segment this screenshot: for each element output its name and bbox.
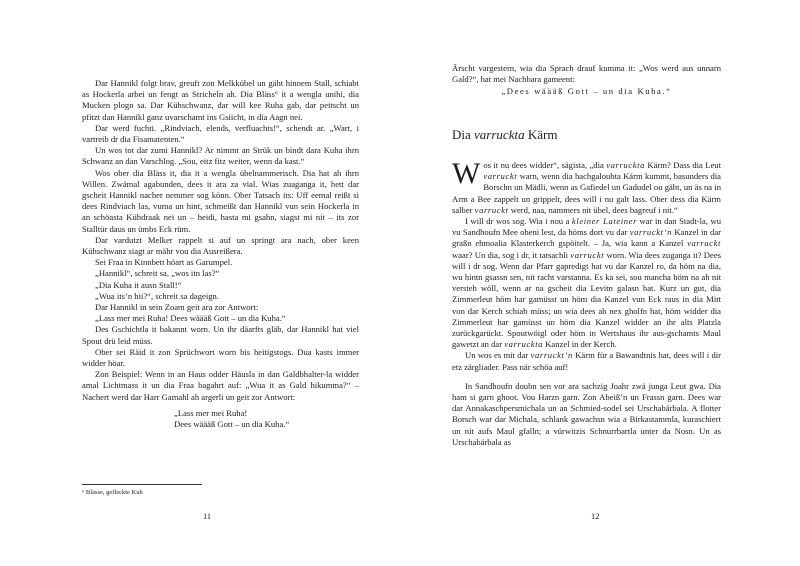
- heading-italic: varruckta: [474, 127, 525, 142]
- left-paragraph: „Hannikl“, schreit sa, „wos itn las?“: [95, 268, 220, 279]
- left-text-column: [82, 78, 359, 430]
- left-paragraph: „Wua its’n hii?“, schreit sa dageign.: [95, 290, 219, 301]
- left-paragraph: Un wos tot dar zumi Hannikl? Ar nimmt an Strük un bindt dara Kuha ihrn Schwanz an dan Varschlog. „Sou, eitz fitz weiter, wenn da kast.“: [82, 145, 359, 167]
- heading-rest: Kärm: [524, 127, 558, 142]
- left-paragraph: Ober sei Räid it zon Sprüchwort worn bis heitigstogs. Dua kasts immer widder höar.: [82, 346, 359, 369]
- verse-line: Dees wäääß Gott – un dia Kuha.“: [174, 419, 290, 430]
- right-top-line: Ärscht vargestern, wia dia Sprach drauf kumma it: „Wos werd aus unnarn Gald?“, hat mei Nachbara gameent:: [452, 63, 721, 85]
- right-paragraph: os it nu dees widder“, sägista, „dia varruckta Kärm? Dass dia Leut varruckt warn, wenn dia hachgaloubta Kärm kummt, basunders dia Borschn un Mädli, wenn as Gafiedel un Gadudel ou gäht, un äs na in Arm a Bee zappelt un grippelt, dees will i nu galt lass. Ober dess dia Kärm salber varruckt werd, naa, nammers nit übel, dees bagreuf i nit.“: [452, 160, 721, 215]
- right-text-column: [452, 157, 722, 448]
- left-paragraph: Dar Hannikl in sein Zoam geit ara zor Antwort:: [95, 302, 259, 313]
- verse-line: „Lass mer mei Ruha!: [174, 407, 248, 418]
- page-number-left: 11: [203, 512, 212, 521]
- right-top-text: [452, 63, 721, 98]
- right-top-quote: „Dees wäääß Gott – un dia Kuha.“: [501, 86, 672, 97]
- right-paragraph: Un wos es mit dar varruckt’n Kärm für a Bawandtnis hat, dees will i dir etz zärgliader. Pass när schöa auf!: [452, 350, 721, 372]
- drop-cap: W: [452, 157, 481, 190]
- left-paragraph: „Lass mer mei Ruha! Dees wäääß Gott – un dia Kuha.“: [95, 313, 286, 324]
- left-paragraph: „Dia Kuha it ausn Stall!“: [95, 279, 182, 290]
- footnote-rule: [82, 484, 202, 485]
- left-paragraph: Dar vardutzt Melker rappelt si auf un springt ara nach, ober keen Kühschwanz siagt ar mähr vou dia Ausreißera.: [82, 234, 359, 257]
- first-paragraph: [452, 157, 721, 216]
- left-paragraph: Sei Fraa in Kinnbett höart as Garumpel.: [95, 257, 233, 268]
- left-paragraph: Des Gschichtla it bakannt worn. Un ihr däarfts gläb, dar Hannikl hat viel Spout drü leid müss.: [82, 324, 359, 346]
- right-page: [400, 0, 800, 566]
- left-paragraph: Dar Hannikl folgt brav, greuft zon Melkkübel un gäht hinnem Stall, schiabt as Hockerla arbei un fengt as Stricheln ah. Dia Bläss⁶ it a wengla unihi, dia Mucken plogn sa. Dar Kühschwanz, dar will kee Ruha gab, dar peitscht un pfitzt dan Hannikl ganz uvarschamt ins Gsiicht, in dia Aagn nei.: [82, 78, 359, 122]
- footnote: ⁶ Blässe, gefleckte Kuh: [82, 489, 143, 496]
- left-paragraph: Dar werd fuchti. „Rindviach, elends, verfluachts!“, schendt ar. „Wart, i vartreib dr dia Fisamatenten.“: [82, 122, 359, 145]
- right-paragraph: I will dr wos sog. Wia i nou a kleiner Lateiner war in dan Stadt-la, wu vu Sandhoufn Mee obeni lest, da höms dort vu dar varruckt’n Kanzel in dar graßn ehmoalia Klasterkerch gspöitelt. – Ja, wia kann a Kanzel varruckt waar? Un dia, sog i dr, it tatsachli varruckt worn. Wia dees zuganga it? Dees will i dr sog. Wenn dar Pfarr gapredigt hat vu dar Kanzel ro, da höm na dia, wu hintn gsassn sen, nit racht varstanna. Es ka sei, sou mancha höm na ah nit versteh wöll, wenn ar na gscheit dia Levitn galasn hat. Kurz un gut, dia Zimmerleut höm har gamüsst un höm dia Kanzel vun Eck raus in dia Mitt von dar Kerch schiab müss; un wia dees ah nex gholfn hat, höm widder dia Zimmerleut har gamüsst un höm dia Kanzel widder an ihr alts Platzla zurückgarückt. Spoutwöigl oder höm in Wertshaus ihr aus-gschamts Maul gawetzt an dar varruckta Kanzel in der Kerch.: [452, 216, 722, 350]
- chapter-heading: [452, 127, 557, 143]
- heading-plain: Dia: [452, 127, 475, 142]
- left-paragraph: Zon Beispiel: Wenn in an Haus odder Häusla in dan Galdbhalter-la widder amal Lichtmass it un dia Fraa bagahrt auf: „Wua it as Gald hikumma?“ – Nachert werd dar Harr Gamahl ah argerli un geit zor Antwort:: [82, 369, 359, 402]
- left-paragraph: Wos ober dia Bläss it, dia it a wengla übelnammerisch. Dia hat ah ihrn Willen. Zwämal agabunden, dees it ara za vial. Wias zuaganga it, hett dar gscheit Hannikl nacher nemmer sog könn. Ober Tatsach its: Uff eemal reißt si dees Rindviach las, vuma un hint, schmeißt dan Hannikl vun sein Hockerla in an schöasta Kühdraak nei un – heidi, hasta mi gsahn, siagst mi nit – its zor Stalltür daus un ümbs Eck rüm.: [82, 167, 359, 234]
- right-paragraph: In Sandhoufn doubn sen vor ara sachzig Joahr zwä junga Leut gwa. Dia ham si garn ghoot. Vou Harzn garn. Zon Abeiß’n un Frassn garn. Dees war dar Annakaschpersmichala un an Schmied-sodel sei Urschabärbala. A flotter Borsch war dar Michala, schlank gawachsn wia a Birkastammla, kuraschiert un nit aufs Maul gfalln; a vürwitzis Schnurrbartla unter da Nosn. Un as Urschabärbala as: [452, 380, 721, 447]
- page-number-right: 12: [591, 512, 600, 521]
